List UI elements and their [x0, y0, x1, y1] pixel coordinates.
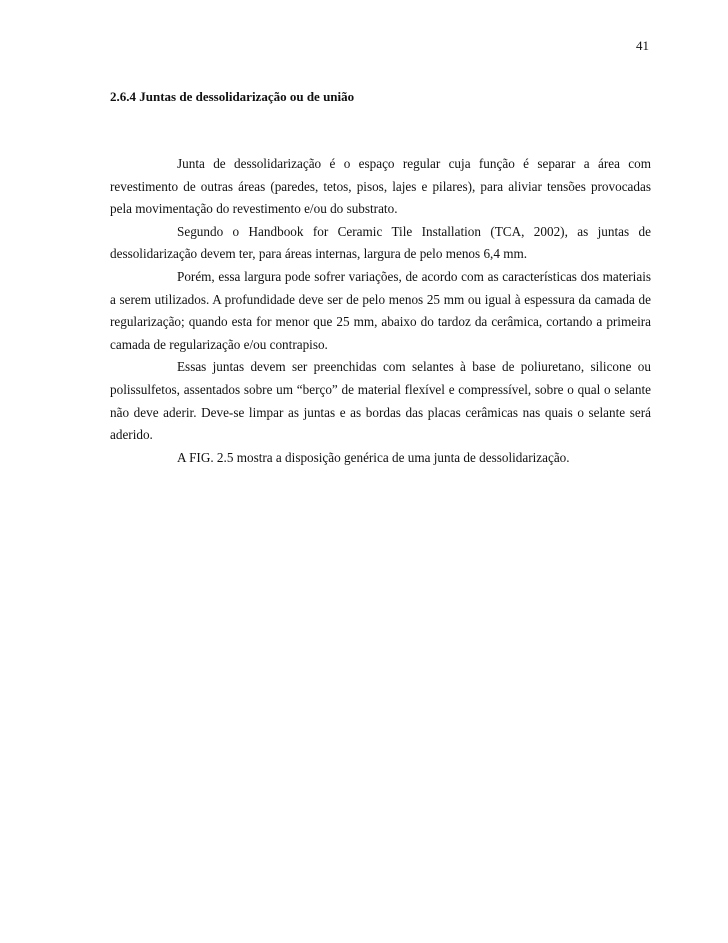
paragraph-handbook-reference: Segundo o Handbook for Ceramic Tile Installation (TCA, 2002), as juntas de dessolidarização devem ter, para áreas internas, largura de pelo menos 6,4 mm. [110, 223, 651, 262]
section-heading: 2.6.4 Juntas de dessolidarização ou de união [110, 89, 355, 104]
page-number: 41 [636, 38, 649, 53]
section-body [110, 153, 651, 469]
paragraph-figure-reference: A FIG. 2.5 mostra a disposição genérica de uma junta de dessolidarização. [177, 449, 570, 465]
paragraph-width-depth: Porém, essa largura pode sofrer variações, de acordo com as características dos materiais a serem utilizados. A profundidade deve ser de pelo menos 25 mm ou igual à espessura da camada de regularização; quando esta for menor que 25 mm, abaixo do tardoz da cerâmica, cortando a primeira camada de regularização e/ou contrapiso. [110, 268, 651, 352]
paragraph-sealants: Essas juntas devem ser preenchidas com selantes à base de poliuretano, silicone ou polissulfetos, assentados sobre um “berço” de material flexível e compressível, sobre o qual o selante não deve aderir. Deve-se limpar as juntas e as bordas das placas cerâmicas nas quais o selante será aderido. [110, 359, 651, 443]
paragraph-definition: Junta de dessolidarização é o espaço regular cuja função é separar a área com revestimento de outras áreas (paredes, tetos, pisos, lajes e pilares), para aliviar tensões provocadas pela movimentação do revestimento e/ou do substrato. [110, 156, 651, 217]
